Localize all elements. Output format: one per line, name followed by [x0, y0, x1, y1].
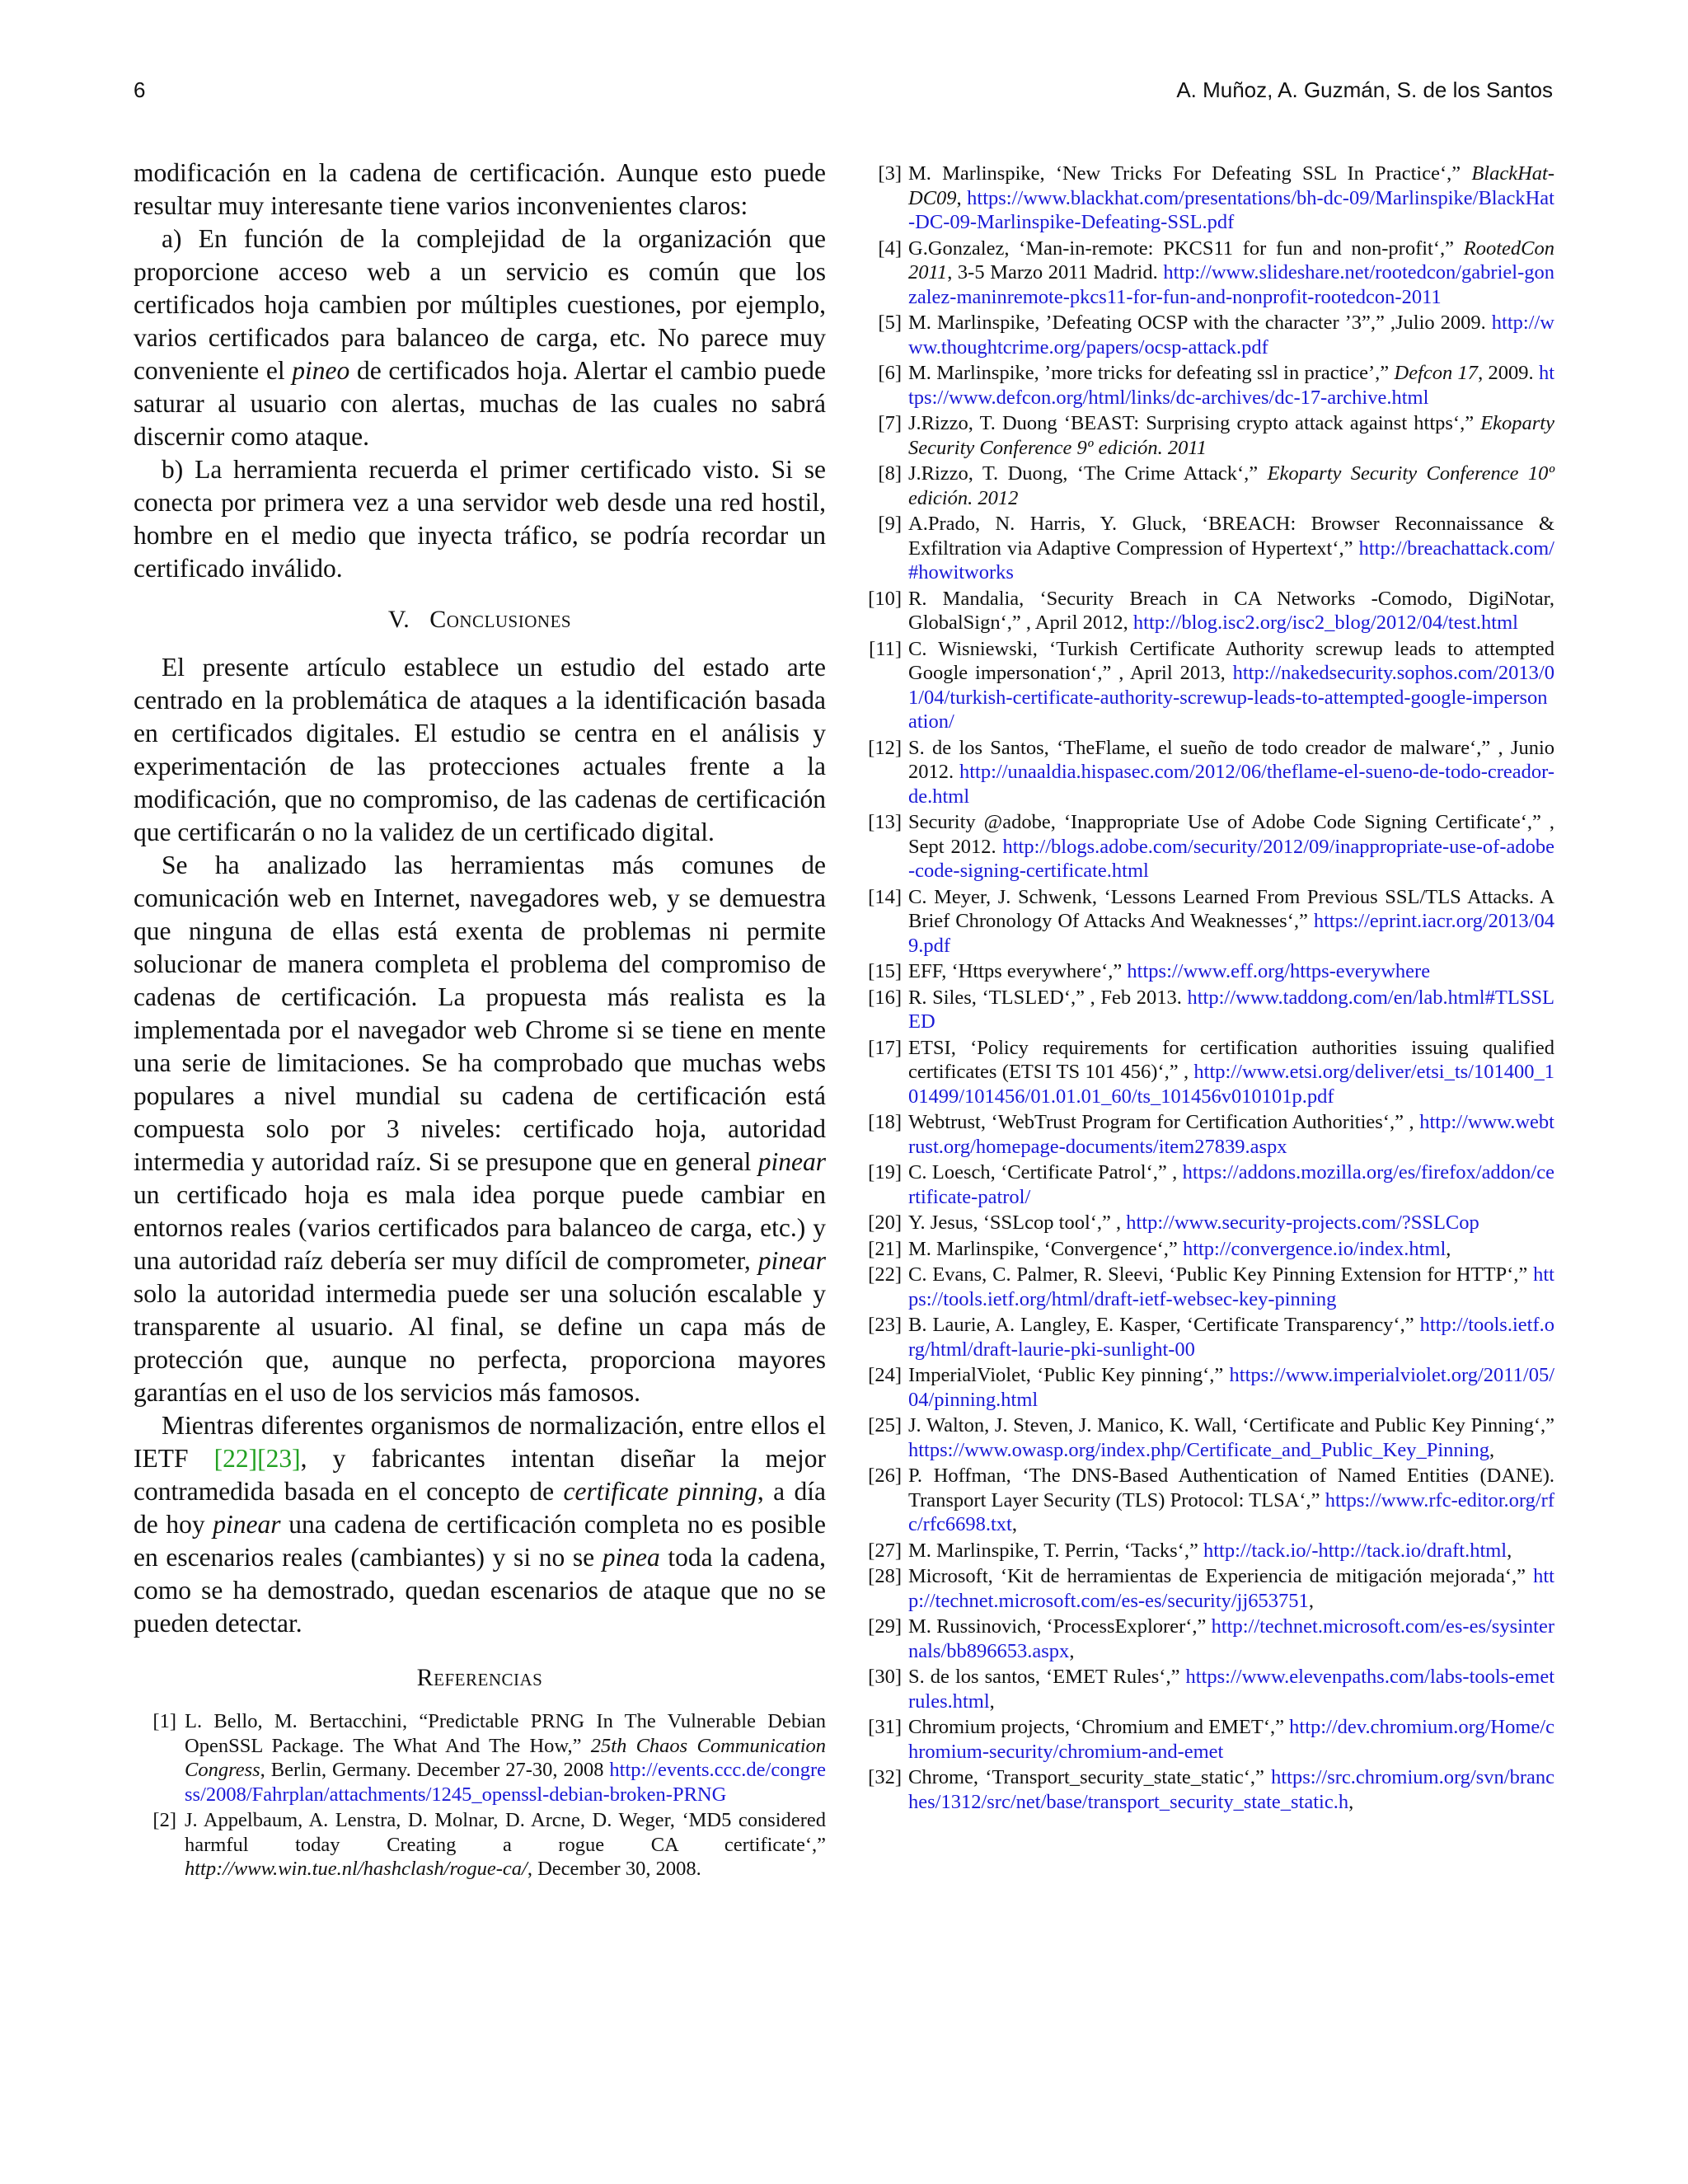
- reference-number: [32]: [868, 1766, 902, 1788]
- reference-item: [857, 411, 1554, 460]
- reference-venue: Ekoparty Security Conference 10º edición. 2012: [908, 462, 1554, 509]
- right-column: [857, 162, 1554, 1816]
- reference-item: [857, 237, 1554, 310]
- reference-url-link[interactable]: https://src.chromium.org/svn/branches/1312/src/net/base/transport_security_state_static.h: [908, 1766, 1554, 1813]
- reference-text: S. de los santos, ‘EMET Rules‘,”: [908, 1666, 1186, 1688]
- reference-item: [857, 587, 1554, 635]
- reference-item: [857, 1110, 1554, 1159]
- reference-url-link[interactable]: https://www.defcon.org/html/links/dc-archives/dc-17-archive.html: [908, 362, 1554, 409]
- reference-item: [857, 1665, 1554, 1713]
- reference-url-link[interactable]: http://tack.io/-http://tack.io/draft.html: [1203, 1539, 1507, 1562]
- reference-text: C. Wisniewski, ‘Turkish Certificate Authority screwup leads to attempted Google impersonation‘,” , April 2013,: [908, 637, 1554, 684]
- reference-text: C. Meyer, J. Schwenk, ‘Lessons Learned From Previous SSL/TLS Attacks. A Brief Chronology Of Attacks And Weaknesses‘,”: [908, 885, 1554, 932]
- reference-text: M. Marlinspike, ’Defeating OCSP with the character ’3”,” ,Julio 2009.: [908, 312, 1492, 334]
- reference-text: , Berlin, Germany. December 27-30, 2008: [260, 1759, 610, 1781]
- reference-url-link[interactable]: https://addons.mozilla.org/es/firefox/addon/certificate-patrol/: [908, 1161, 1554, 1208]
- reference-text: , December 30, 2008.: [527, 1858, 701, 1880]
- reference-text: A.Prado, N. Harris, Y. Gluck, ‘BREACH: Browser Reconnaissance & Exfiltration via Adaptive Compression of Hypertext‘,”: [908, 513, 1554, 560]
- reference-item: [857, 1715, 1554, 1764]
- page-header: [134, 77, 1553, 110]
- reference-url-link[interactable]: http://www.slideshare.net/rootedcon/gabriel-gonzalez-maninremote-pkcs11-for-fun-and-nonprofit-rootedcon-2011: [908, 261, 1554, 308]
- reference-url-link[interactable]: https://www.rfc-editor.org/rfc/rfc6698.txt: [908, 1488, 1554, 1535]
- reference-text: Chromium projects, ‘Chromium and EMET‘,”: [908, 1716, 1290, 1738]
- reference-number: [4]: [878, 237, 902, 260]
- reference-number: [8]: [878, 462, 902, 485]
- reference-url-link[interactable]: http://www.taddong.com/en/lab.html#TLSSLED: [908, 986, 1554, 1033]
- reference-number: [29]: [868, 1615, 902, 1638]
- reference-url-link[interactable]: http://www.security-projects.com/?SSLCop: [1126, 1212, 1479, 1234]
- reference-text: M. Marlinspike, ’more tricks for defeating ssl in practice’,”: [908, 362, 1395, 384]
- reference-item: [857, 1765, 1554, 1814]
- reference-item: [857, 361, 1554, 410]
- reference-item: [857, 736, 1554, 809]
- reference-text: M. Russinovich, ‘ProcessExplorer‘,”: [908, 1615, 1212, 1638]
- reference-venue: 25th Chaos Communication Congress: [185, 1734, 826, 1781]
- reference-number: [18]: [868, 1111, 902, 1133]
- reference-text: ETSI, ‘Policy requirements for certification authorities issuing qualified certificates (ETSI TS 101 456)‘,” ,: [908, 1036, 1554, 1083]
- reference-text: B. Laurie, A. Langley, E. Kasper, ‘Certificate Transparency‘,”: [908, 1314, 1420, 1336]
- paragraph: modificación en la cadena de certificación. Aunque esto puede resultar muy interesante tiene varios inconvenientes claros:: [134, 158, 826, 220]
- reference-item: [857, 1160, 1554, 1209]
- reference-number: [1]: [152, 1710, 176, 1732]
- reference-item: [857, 1413, 1554, 1462]
- reference-number: [6]: [878, 362, 902, 384]
- reference-item: [857, 1263, 1554, 1311]
- reference-text: C. Evans, C. Palmer, R. Sleevi, ‘Public Key Pinning Extension for HTTP‘,”: [908, 1263, 1534, 1286]
- reference-item: [857, 1036, 1554, 1109]
- reference-item: [857, 1313, 1554, 1361]
- reference-text: Y. Jesus, ‘SSLcop tool‘,” ,: [908, 1212, 1127, 1234]
- reference-url-link[interactable]: https://tools.ietf.org/html/draft-ietf-websec-key-pinning: [908, 1263, 1554, 1310]
- reference-number: [24]: [868, 1364, 902, 1386]
- reference-text: P. Hoffman, ‘The DNS-Based Authentication of Named Entities (DANE). Transport Layer Security (TLS) Protocol: TLSA‘,”: [908, 1465, 1554, 1511]
- reference-url-link[interactable]: https://eprint.iacr.org/2013/049.pdf: [908, 910, 1554, 957]
- reference-text: M. Marlinspike, ‘New Tricks For Defeating SSL In Practice‘,”: [908, 162, 1472, 185]
- reference-number: [11]: [869, 637, 902, 660]
- reference-item: [857, 1615, 1554, 1663]
- reference-text: ,: [956, 186, 968, 209]
- reference-number: [22]: [868, 1263, 902, 1286]
- reference-url-link[interactable]: http://convergence.io/index.html: [1182, 1237, 1447, 1260]
- reference-number: [31]: [868, 1716, 902, 1738]
- reference-text: ,: [1348, 1790, 1354, 1813]
- citation-link[interactable]: [23]: [257, 1444, 301, 1473]
- reference-text: J.Rizzo, T. Duong, ‘The Crime Attack‘,”: [908, 462, 1268, 485]
- reference-text: ,: [1446, 1237, 1451, 1260]
- reference-number: [25]: [868, 1414, 902, 1436]
- reference-url-link[interactable]: http://nakedsecurity.sophos.com/2013/01/04/turkish-certificate-authority-screwup-leads-to-attempted-google-impersonation/: [908, 662, 1554, 733]
- section-heading: Referencias: [416, 1664, 543, 1691]
- reference-number: [10]: [868, 587, 902, 610]
- reference-item: [857, 637, 1554, 734]
- reference-text: S. de los Santos, ‘TheFlame, el sueño de todo creador de malware‘,” , Junio 2012.: [908, 736, 1554, 783]
- reference-url-link[interactable]: http://technet.microsoft.com/es-es/security/jj653751: [908, 1565, 1554, 1612]
- reference-text: Microsoft, ‘Kit de herramientas de Experiencia de mitigación mejorada‘,”: [908, 1565, 1534, 1587]
- reference-url-link[interactable]: https://www.eff.org/https-everywhere: [1127, 960, 1431, 982]
- reference-venue: RootedCon 2011: [908, 237, 1554, 284]
- reference-item: [857, 512, 1554, 585]
- reference-number: [23]: [868, 1314, 902, 1336]
- reference-url-link[interactable]: http://blog.isc2.org/isc2_blog/2012/04/test.html: [1132, 612, 1518, 634]
- paragraph: Se ha analizado las herramientas más comunes de comunicación web en Internet, navegadores web, y se demuestra que ninguna de ellas está exenta de problemas ni permite solucionar de manera completa el problema del compromiso de cadenas de certificación. La propuesta más realista es la implementada por el navegador web Chrome si se tiene en mente una serie de limitaciones. Se ha comprobado que muchas webs populares a nivel mundial su cadena de certificación está compuesta solo por 3 niveles: certificado hoja, autoridad intermedia y autoridad raíz. Si se presupone que en general pinear un certificado hoja es mala idea porque puede cambiar en entornos reales (varios certificados para balanceo de carga, etc.) y una autoridad raíz debería ser muy difícil de comprometer, pinear solo la autoridad intermedia puede ser una solución escalable y transparente al usuario. Al final, se define un capa más de protección que, aunque no perfecta, proporciona mayores garantías en el uso de los servicios más famosos.: [134, 851, 826, 1407]
- reference-url-link[interactable]: http://www.webtrust.org/homepage-documents/item27839.aspx: [908, 1111, 1554, 1158]
- reference-number: [15]: [868, 960, 902, 982]
- reference-url-link[interactable]: http://www.etsi.org/deliver/etsi_ts/101400_101499/101456/01.01.01_60/ts_101456v010101p.pdf: [908, 1061, 1554, 1108]
- reference-number: [12]: [868, 736, 902, 759]
- reference-number: [26]: [868, 1465, 902, 1487]
- reference-url-link[interactable]: http://www.thoughtcrime.org/papers/ocsp-attack.pdf: [908, 312, 1554, 359]
- reference-text: EFF, ‘Https everywhere‘,”: [908, 960, 1128, 982]
- reference-text: Webtrust, ‘WebTrust Program for Certification Authorities‘,” ,: [908, 1111, 1420, 1133]
- reference-item: [857, 959, 1554, 984]
- references-list: [857, 162, 1554, 1814]
- reference-item: [134, 1709, 826, 1807]
- section-heading: V. Conclusiones: [387, 606, 572, 633]
- reference-number: [16]: [868, 986, 902, 1009]
- reference-text: , 2009.: [1478, 362, 1539, 384]
- references-list: [134, 1709, 826, 1882]
- reference-item: [857, 986, 1554, 1034]
- paragraph: b) La herramienta recuerda el primer certificado visto. Si se conecta por primera vez a una servidor web desde una red hostil, hombre en el medio que inyecta tráfico, se podría recordar un certificado inválido.: [134, 455, 826, 583]
- reference-number: [3]: [878, 162, 902, 185]
- reference-item: [857, 1464, 1554, 1537]
- reference-url-link[interactable]: https://www.elevenpaths.com/labs-tools-emetrules.html: [908, 1666, 1554, 1713]
- reference-text: ,: [1507, 1539, 1512, 1562]
- reference-text: Chrome, ‘Transport_security_state_static‘,”: [908, 1766, 1272, 1788]
- reference-text: ,: [989, 1690, 995, 1713]
- reference-text: ,: [1489, 1438, 1495, 1461]
- reference-text: R. Siles, ‘TLSLED‘,” , Feb 2013.: [908, 986, 1188, 1009]
- reference-venue: Ekoparty Security Conference 9º edición. 2011: [908, 412, 1554, 459]
- reference-number: [14]: [868, 885, 902, 908]
- reference-text: J. Walton, J. Steven, J. Manico, K. Wall, ‘Certificate and Public Key Pinning‘,”: [908, 1414, 1554, 1436]
- reference-venue: Defcon 17: [1394, 362, 1479, 384]
- reference-number: [21]: [868, 1237, 902, 1260]
- reference-item: [857, 1237, 1554, 1262]
- reference-item: [857, 1564, 1554, 1613]
- reference-item: [857, 1363, 1554, 1412]
- reference-text: ,: [1069, 1639, 1075, 1662]
- reference-item: [857, 1539, 1554, 1563]
- reference-url-link[interactable]: http://breachattack.com/#howitworks: [908, 537, 1554, 583]
- reference-number: [5]: [878, 312, 902, 334]
- reference-text: R. Mandalia, ‘Security Breach in CA Networks -Comodo, DigiNotar, GlobalSign‘,” , April 2012,: [908, 587, 1554, 634]
- reference-url-link[interactable]: http://technet.microsoft.com/es-es/sysinternals/bb896653.aspx: [908, 1615, 1554, 1662]
- reference-item: [134, 1808, 826, 1882]
- reference-url-link[interactable]: http://tools.ietf.org/html/draft-laurie-pki-sunlight-00: [908, 1314, 1554, 1361]
- reference-text: J. Appelbaum, A. Lenstra, D. Molnar, D. Arcne, D. Weger, ‘MD5 considered harmful today Creating a rogue CA certificate‘,”: [185, 1809, 826, 1856]
- reference-text: M. Marlinspike, T. Perrin, ‘Tacks‘,”: [908, 1539, 1203, 1562]
- paragraph: El presente artículo establece un estudio del estado arte centrado en la problemática de ataques a la identificación basada en certificados digitales. El estudio se centra en el análisis y experimentación de las protecciones actuales frente a la modificación, que no compromiso, de las cadenas de certificación que certificarán o no la validez de un certificado digital.: [134, 653, 826, 846]
- reference-text: M. Marlinspike, ‘Convergence‘,”: [908, 1237, 1183, 1260]
- reference-number: [20]: [868, 1212, 902, 1234]
- reference-item: [857, 1211, 1554, 1235]
- reference-item: [857, 311, 1554, 359]
- reference-item: [857, 162, 1554, 235]
- reference-number: [13]: [868, 811, 902, 833]
- reference-item: [857, 462, 1554, 510]
- reference-item: [857, 885, 1554, 958]
- reference-text: ImperialViolet, ‘Public Key pinning‘,”: [908, 1364, 1230, 1386]
- reference-text: G.Gonzalez, ‘Man-in-remote: PKCS11 for fun and non-profit‘,”: [908, 237, 1464, 260]
- reference-text: L. Bello, M. Bertacchini, “Predictable PRNG In The Vulnerable Debian OpenSSL Package. The What And The How,”: [185, 1710, 826, 1757]
- citation-link[interactable]: [22]: [213, 1444, 258, 1473]
- reference-number: [2]: [152, 1809, 176, 1831]
- reference-url-link[interactable]: http://blogs.adobe.com/security/2012/09/inappropriate-use-of-adobe-code-signing-certificate.html: [908, 835, 1554, 882]
- reference-text: , 3-5 Marzo 2011 Madrid.: [947, 261, 1164, 284]
- reference-text: C. Loesch, ‘Certificate Patrol‘,” ,: [908, 1161, 1183, 1183]
- running-authors: A. Muñoz, A. Guzmán, S. de los Santos: [1176, 77, 1553, 102]
- reference-number: [9]: [878, 513, 902, 535]
- reference-number: [19]: [868, 1161, 902, 1183]
- reference-number: [28]: [868, 1565, 902, 1587]
- reference-url-link[interactable]: http://events.ccc.de/congress/2008/Fahrplan/attachments/1245_openssl-debian-broken-PRNG: [185, 1759, 826, 1806]
- reference-url-link[interactable]: https://www.blackhat.com/presentations/bh-dc-09/Marlinspike/BlackHat-DC-09-Marlinspike-Defeating-SSL.pdf: [908, 186, 1554, 233]
- reference-venue: http://www.win.tue.nl/hashclash/rogue-ca/: [185, 1858, 528, 1880]
- reference-number: [7]: [878, 412, 902, 434]
- reference-text: ,: [1308, 1589, 1314, 1612]
- reference-venue: BlackHat-DC09: [908, 162, 1554, 209]
- page-number: 6: [134, 77, 146, 102]
- reference-number: [27]: [868, 1539, 902, 1562]
- left-column: [134, 157, 826, 1883]
- reference-item: [857, 810, 1554, 883]
- reference-text: Security @adobe, ‘Inappropriate Use of Adobe Code Signing Certificate‘,” , Sept 2012.: [908, 811, 1554, 858]
- reference-url-link[interactable]: https://www.imperialviolet.org/2011/05/04/pinning.html: [908, 1364, 1554, 1411]
- reference-url-link[interactable]: http://dev.chromium.org/Home/chromium-security/chromium-and-emet: [908, 1716, 1554, 1763]
- reference-number: [30]: [868, 1666, 902, 1688]
- reference-number: [17]: [868, 1036, 902, 1059]
- reference-url-link[interactable]: https://www.owasp.org/index.php/Certificate_and_Public_Key_Pinning: [908, 1438, 1489, 1461]
- reference-url-link[interactable]: http://unaaldia.hispasec.com/2012/06/theflame-el-sueno-de-todo-creador-de.html: [908, 761, 1554, 808]
- reference-text: ,: [1011, 1513, 1017, 1535]
- reference-text: J.Rizzo, T. Duong ‘BEAST: Surprising crypto attack against https‘,”: [908, 412, 1481, 434]
- paragraph: a) En función de la complejidad de la organización que proporcione acceso web a un servicio es común que los certificados hoja cambien por múltiples cuestiones, por ejemplo, varios certificados para balanceo de carga, etc. No parece muy conveniente el pineo de certificados hoja. Alertar el cambio puede saturar al usuario con alertas, muchas de las cuales no sabrá discernir como ataque.: [134, 224, 826, 451]
- paragraph: Mientras diferentes organismos de normalización, entre ellos el IETF [22][23], y fabricantes intentan diseñar la mejor contramedida basada en el concepto de certificate pinning, a día de hoy pinear una cadena de certificación completa no es posible en escenarios reales (cambiantes) y si no se pinea toda la cadena, como se ha demostrado, quedan escenarios de ataque que no se pueden detectar.: [134, 1411, 827, 1638]
